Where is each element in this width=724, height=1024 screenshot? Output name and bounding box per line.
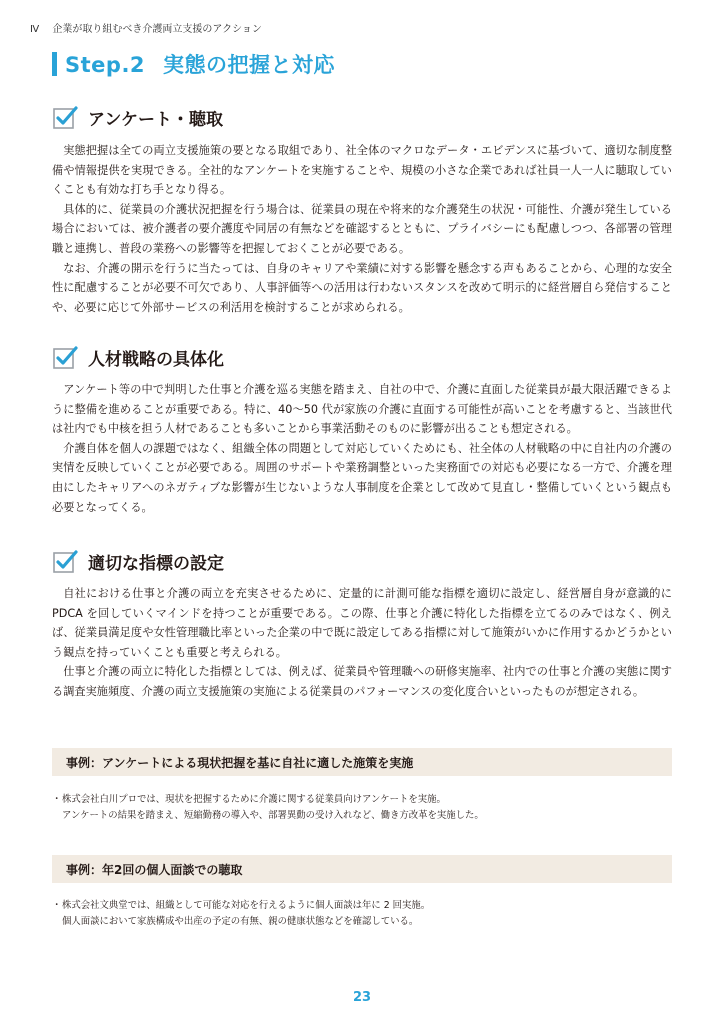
case-line: 個人面談において家族構成や出産の予定の有無、親の健康状態などを確認している。 bbox=[62, 916, 419, 927]
paragraph: 実態把握は全ての両立支援施策の要となる取組であり、社全体のマクロなデータ・エビデンスに基づいて、適切な制度整備や情報提供を実現できる。全社的なアンケートを実施することや、規模の小さな企業であれば社員一人一人に聴取していくことも有効な打ち手となり得る。 bbox=[52, 144, 672, 197]
section-heading-text: 人材戦略の具体化 bbox=[88, 349, 224, 370]
paragraph: 介護自体を個人の課題ではなく、組織全体の問題として対応していくためにも、社全体の人材戦略の中に自社内の介護の実情を反映していくことが必要である。周囲のサポートや業務調整といった実務面での対応も必要になる一方で、介護を理由にしたキャリアへのネガティブな影響が生じないような人事制度を企業として改めて見直し・整備していくという観点も必要となってくる。 bbox=[52, 441, 672, 514]
case-list-survey bbox=[52, 792, 672, 824]
section-body-indicators bbox=[52, 584, 672, 702]
checkbox-icon bbox=[52, 548, 78, 574]
paragraph: アンケート等の中で判明した仕事と介護を巡る実態を踏まえ、自社の中で、介護に直面した従業員が最大限活躍できるように整備を進めることが重要である。特に、40～50 代が家族の介護に直面する可能性が高いことを考慮すると、当該世代は社内でも中核を担う人材であることも多いことから事業活動そのものに影響が出ることも想定される。 bbox=[52, 383, 672, 436]
section-heading-indicators bbox=[52, 546, 224, 576]
section-heading-text: 適切な指標の設定 bbox=[88, 553, 224, 574]
section-body-hr-strategy bbox=[52, 380, 672, 517]
page-title-text: 実態の把握と対応 bbox=[163, 53, 336, 77]
chapter-number: Ⅳ bbox=[30, 24, 40, 35]
case-box-interview bbox=[52, 855, 672, 883]
case-title: 事例：アンケートによる現状把握を基に自社に適した施策を実施 bbox=[66, 755, 414, 770]
case-box-survey bbox=[52, 748, 672, 776]
section-heading-hr-strategy bbox=[52, 342, 224, 372]
case-line: アンケートの結果を踏まえ、短縮勤務の導入や、部署異動の受け入れなど、働き方改革を実施した。 bbox=[62, 810, 484, 821]
checkbox-icon bbox=[52, 104, 78, 130]
case-line: 株式会社白川プロでは、現状を把握するために介護に関する従業員向けアンケートを実施。 bbox=[62, 794, 446, 805]
page-number: 23 bbox=[352, 990, 372, 1005]
paragraph: 具体的に、従業員の介護状況把握を行う場合は、従業員の現在や将来的な介護発生の状況・可能性、介護が発生している場合においては、被介護者の要介護度や同居の有無などを確認するとともに、プライバシーにも配慮しつつ、各部署の管理職と連携し、普段の業務への影響等を把握しておくことが必要である。 bbox=[52, 202, 672, 255]
paragraph: 仕事と介護の両立に特化した指標としては、例えば、従業員や管理職への研修実施率、社内での仕事と介護の実態に関する調査実施頻度、介護の両立支援施策の実施による従業員のパフォーマンスの変化度合いといったものが想定される。 bbox=[52, 665, 672, 698]
section-heading-survey bbox=[52, 102, 223, 132]
step-label: Step.2 bbox=[65, 53, 146, 77]
page-title bbox=[52, 50, 335, 78]
case-title: 事例：年2回の個人面談での聴取 bbox=[66, 862, 243, 877]
bullet: ・ bbox=[52, 900, 62, 911]
section-heading-text: アンケート・聴取 bbox=[88, 109, 223, 130]
bullet: ・ bbox=[52, 794, 62, 805]
list-item bbox=[52, 792, 672, 824]
case-line: 株式会社文典堂では、組織として可能な対応を行えるように個人面談は年に 2 回実施。 bbox=[62, 900, 431, 911]
list-item bbox=[52, 898, 672, 930]
paragraph: 自社における仕事と介護の両立を充実させるために、定量的に計測可能な指標を適切に設定し、経営層自身が意識的にPDCA を回していくマインドを持つことが重要である。この際、仕事と介護に特化した指標を立てるのみではなく、例えば、従業員満足度や女性管理職比率といった企業の中で既に設定してある指標に対して施策がいかに作用するかどうかという観点を持っていくことも重要と考えられる。 bbox=[52, 587, 672, 659]
chapter-header bbox=[30, 20, 262, 35]
paragraph: なお、介護の開示を行うに当たっては、自身のキャリアや業績に対する影響を懸念する声もあることから、心理的な安全性に配慮することが必要不可欠であり、人事評価等への活用は行わないスタンスを改めて明示的に経営層自ら発信することや、必要に応じて外部サービスの利活用を検討することが求められる。 bbox=[52, 261, 672, 314]
checkbox-icon bbox=[52, 344, 78, 370]
case-list-interview bbox=[52, 898, 672, 930]
chapter-title: 企業が取り組むべき介護両立支援のアクション bbox=[52, 24, 262, 35]
title-accent-bar bbox=[52, 52, 57, 76]
section-body-survey bbox=[52, 141, 672, 317]
